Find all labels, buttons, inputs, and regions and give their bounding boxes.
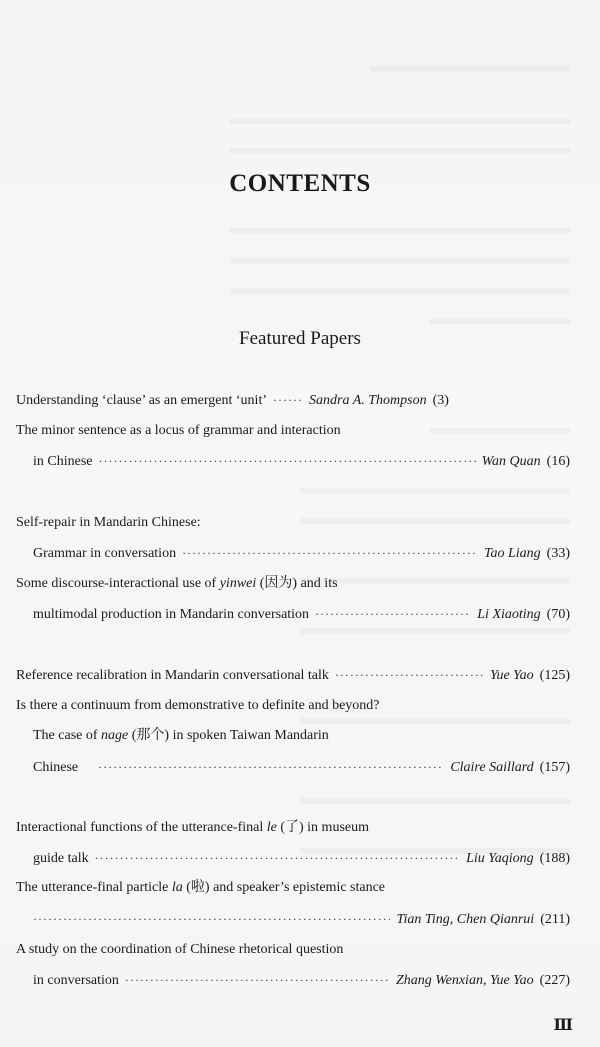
toc-entry-line[interactable]: [16, 819, 369, 837]
entry-title-part: (了) in museum: [280, 820, 369, 835]
toc-entry-continuation[interactable]: [33, 910, 570, 929]
entry-page: (16): [546, 454, 570, 469]
entry-author: Claire Saillard: [450, 760, 534, 775]
entry-title: multimodal production in Mandarin conversation: [33, 607, 310, 622]
toc-entry-continuation[interactable]: [33, 605, 570, 624]
entry-title-part: The utterance-final particle: [16, 880, 172, 895]
entry-title: Reference recalibration in Mandarin conversational talk: [16, 668, 329, 683]
entry-page: (157): [539, 760, 570, 775]
toc-entry-continuation[interactable]: [33, 849, 570, 868]
entry-title: guide talk: [33, 851, 89, 866]
entry-title: in conversation: [33, 973, 119, 988]
toc-entry-line[interactable]: Self-repair in Mandarin Chinese:: [16, 515, 201, 530]
toc-entry-continuation[interactable]: [33, 971, 570, 990]
dot-leader: [125, 971, 390, 989]
entry-title-term: nage: [101, 728, 129, 743]
entry-title-part: The case of: [33, 728, 102, 743]
dot-leader: [95, 849, 460, 867]
entry-title: Grammar in conversation: [33, 546, 177, 561]
toc-entry-line[interactable]: The minor sentence as a locus of grammar and interaction: [16, 423, 341, 438]
toc-entry-line[interactable]: A study on the coordination of Chinese rhetorical question: [16, 942, 344, 957]
entry-author: Li Xiaoting: [477, 607, 541, 622]
entry-page: (33): [546, 546, 570, 561]
entry-author: Liu Yaqiong: [466, 851, 534, 866]
entry-title: Understanding ‘clause’ as an emergent ‘unit’: [16, 393, 268, 408]
entry-title-part: (啦) and speaker’s epistemic stance: [186, 880, 386, 895]
entry-page: (3): [432, 393, 449, 408]
entry-author: Yue Yao: [489, 668, 534, 683]
entry-author: Sandra A. Thompson: [309, 393, 427, 408]
page-number: Ⅲ: [553, 1017, 572, 1034]
entry-page: (188): [539, 851, 570, 866]
toc-entry-continuation[interactable]: [33, 758, 570, 777]
dot-leader: [315, 605, 471, 623]
toc-entry-line[interactable]: [33, 727, 329, 745]
toc-entry-line[interactable]: [16, 879, 385, 897]
toc-entry[interactable]: [16, 391, 570, 410]
entry-title-term: la: [171, 880, 183, 895]
toc-entry-continuation[interactable]: [33, 544, 570, 563]
entry-author: Zhang Wenxian, Yue Yao: [395, 973, 534, 988]
entry-page: (70): [546, 607, 570, 622]
entry-title-term: yinwei: [219, 576, 257, 591]
entry-title: Chinese: [33, 760, 79, 775]
entry-title-part: (因为) and its: [259, 576, 338, 591]
toc-entry-continuation[interactable]: [33, 452, 570, 471]
entry-author: Tian Ting, Chen Qianrui: [396, 912, 535, 927]
dot-leader: [335, 666, 484, 684]
toc-entry-line[interactable]: Is there a continuum from demonstrative to definite and beyond?: [16, 698, 380, 713]
entry-page: (125): [539, 668, 570, 683]
entry-title-term: le: [266, 820, 277, 835]
entry-author: Tao Liang: [483, 546, 541, 561]
entry-title-part: (那个) in spoken Taiwan Mandarin: [131, 728, 329, 743]
entry-title-part: Interactional functions of the utterance-final: [16, 820, 267, 835]
toc-entry-line[interactable]: [16, 575, 338, 593]
entry-title-part: Some discourse-interactional use of: [16, 576, 220, 591]
page-title: CONTENTS: [229, 170, 371, 197]
dot-leader: [182, 544, 478, 562]
entry-page: (211): [540, 912, 570, 927]
toc-entry[interactable]: [16, 666, 570, 685]
dot-leader: [273, 391, 303, 409]
entry-author: Wan Quan: [481, 454, 541, 469]
section-heading: Featured Papers: [239, 328, 361, 349]
dot-leader: [33, 910, 390, 928]
entry-title: in Chinese: [33, 454, 93, 469]
dot-leader: [99, 452, 476, 470]
entry-page: (227): [539, 973, 570, 988]
dot-leader: [98, 758, 444, 776]
